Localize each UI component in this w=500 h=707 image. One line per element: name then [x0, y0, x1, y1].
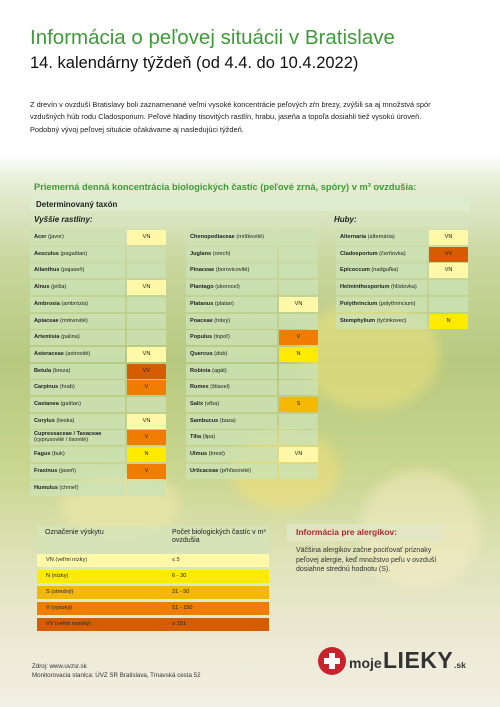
taxon-latin-name: Ulmus: [190, 451, 208, 458]
taxon-level: VN: [429, 263, 468, 278]
taxon-latin-name: Fraxinus: [34, 467, 58, 474]
taxon-row: [30, 297, 166, 312]
taxon-latin-name: Stemphylium: [340, 317, 376, 324]
taxon-common-name: (pŕhľavovité): [219, 467, 252, 474]
taxon-row: [30, 280, 166, 295]
taxon-name: [186, 330, 277, 345]
taxon-row: [186, 314, 318, 329]
taxon-latin-name: Populus: [190, 334, 213, 341]
taxon-name: [186, 447, 277, 462]
plants-header: Vyššie rastliny:: [30, 214, 320, 226]
taxon-row: [30, 481, 166, 496]
taxon-latin-name: Tilia: [190, 434, 202, 441]
taxon-level: VN: [127, 414, 166, 429]
taxon-latin-name: Plantago: [190, 284, 214, 291]
taxon-common-name: (agát): [212, 367, 227, 374]
taxon-row: [186, 297, 318, 312]
taxon-level: VN: [279, 297, 318, 312]
allergy-info-box: [287, 524, 443, 575]
taxon-latin-name: Acer: [34, 234, 47, 240]
taxon-level: [279, 464, 318, 479]
taxon-level: [279, 380, 318, 395]
taxon-latin-name: Castanea: [34, 401, 59, 407]
mojelieky-logo[interactable]: [318, 647, 478, 677]
taxon-common-name: (orech): [212, 250, 231, 257]
taxon-latin-name: Urticaceae: [190, 467, 219, 474]
taxon-level: VN: [279, 447, 318, 462]
taxon-common-name: (štiavel): [210, 384, 230, 391]
taxon-common-name: (lieska): [56, 417, 75, 424]
taxon-common-name: (hlístovka): [390, 284, 417, 291]
taxon-name: [30, 330, 125, 345]
taxon-row: [30, 430, 166, 445]
taxon-level: S: [279, 397, 318, 412]
taxon-name: [186, 430, 277, 445]
taxon-row: [30, 263, 166, 278]
legend-header: [37, 526, 269, 554]
determined-taxon-header: Determinovaný taxón: [30, 197, 469, 211]
taxon-level: VN: [429, 230, 468, 245]
taxon-common-name: (jaseň): [58, 467, 76, 474]
taxon-row: [186, 347, 318, 362]
taxon-level: [279, 364, 318, 379]
source-line: Zdroj: www.uvzsr.sk: [32, 663, 87, 670]
taxon-level: [279, 230, 318, 245]
taxon-common-name: (palina): [61, 334, 80, 341]
taxon-row: [30, 247, 166, 262]
taxon-latin-name: Quercus: [190, 350, 213, 357]
taxon-name: [30, 414, 125, 429]
taxon-row: [30, 314, 166, 329]
taxon-name: [186, 414, 277, 429]
taxon-name: [30, 247, 125, 262]
taxon-name: [186, 397, 277, 412]
taxon-latin-name: Fagus: [34, 451, 51, 458]
taxon-row: [336, 247, 468, 262]
taxon-latin-name: Poaceae: [190, 317, 213, 324]
taxon-level: V: [127, 464, 166, 479]
taxon-common-name: (brest): [208, 451, 225, 458]
taxon-common-name: (breza): [52, 367, 71, 374]
taxon-name: [186, 297, 277, 312]
taxon-latin-name: Artemisia: [34, 334, 60, 341]
taxon-level: N: [127, 447, 166, 462]
taxon-common-name: (jelša): [51, 284, 67, 291]
legend-range: 6 - 30: [172, 573, 187, 579]
taxon-level: [279, 314, 318, 329]
taxon-common-name: (chmeľ): [59, 484, 79, 491]
taxon-row: [30, 414, 166, 429]
taxon-name: [30, 447, 125, 462]
taxon-row: [30, 447, 166, 462]
taxon-level: [429, 297, 468, 312]
intro-paragraph: Z drevín v ovzduší Bratislavy boli zaznamenané veľmi vysoké koncentrácie peľových zŕn brezy, zvýšili sa aj množstvá spór vzdušných húb rodu Cladosporium. Peľové hladiny tisovitých rastlín, hrabu, jaseňa a topoľa dosiahli tiež vysokú úroveň. Podobný vývoj peľovej situácie očakávame aj nasledujúci týždeň.: [30, 100, 431, 134]
taxon-level: [279, 414, 318, 429]
taxon-row: [30, 364, 166, 379]
legend-row: [37, 554, 269, 567]
taxon-common-name: (vŕba): [204, 401, 220, 407]
taxon-common-name: (astrovité): [65, 350, 91, 357]
taxon-name: [186, 263, 277, 278]
taxon-name: [336, 314, 427, 329]
taxon-level: [429, 280, 468, 295]
taxon-common-name: (gaštan): [60, 401, 81, 407]
taxon-level: [127, 481, 166, 496]
taxon-level: VV: [429, 247, 468, 262]
taxon-name: [30, 297, 125, 312]
taxon-latin-name: Betula: [34, 367, 52, 374]
taxon-latin-name: Aesculus: [34, 250, 59, 257]
taxon-row: [186, 280, 318, 295]
taxon-common-name: (skorocel): [215, 284, 240, 291]
taxon-latin-name: Alternaria: [340, 234, 367, 240]
taxon-row: [336, 280, 468, 295]
taxon-latin-name: Epicoccum: [340, 267, 370, 274]
taxon-level: V: [127, 430, 166, 445]
taxon-name: [30, 397, 125, 412]
taxon-common-name: (trávy): [214, 317, 231, 324]
taxon-row: [336, 297, 468, 312]
taxon-name: [186, 464, 277, 479]
allergy-info-title: Informácia pre alergikov:: [287, 524, 443, 541]
legend-range: 31 - 50: [172, 589, 190, 595]
taxon-level: [127, 314, 166, 329]
taxon-common-name: (platan): [214, 300, 234, 307]
taxon-name: [30, 280, 125, 295]
taxon-name: [186, 347, 277, 362]
taxon-common-name: (topoľ): [213, 334, 230, 341]
taxon-row: [30, 464, 166, 479]
taxon-name: [30, 464, 125, 479]
legend-level-label: S (stredný): [46, 589, 74, 595]
logo-text-moje: moje: [349, 655, 382, 671]
taxon-row: [30, 330, 166, 345]
taxon-row: [186, 380, 318, 395]
taxon-level: [279, 263, 318, 278]
taxon-level: VN: [127, 230, 166, 245]
taxon-latin-name: Polythrincium: [340, 300, 378, 307]
taxon-row: [30, 397, 166, 412]
taxon-name: [30, 347, 125, 362]
taxon-name: [30, 481, 125, 496]
page-title: Informácia o peľovej situácii v Bratislave: [30, 26, 395, 49]
legend-col-label: Označenie výskytu: [45, 529, 104, 536]
taxon-level: [279, 247, 318, 262]
taxon-common-name: (alternária): [367, 234, 395, 240]
legend-level-label: V (vysoký): [46, 605, 73, 611]
taxon-latin-name: Ailanthus: [34, 267, 60, 274]
taxon-latin-name: Chenopodiaceae: [190, 234, 235, 240]
taxon-common-name: (ambrózia): [61, 300, 89, 307]
taxon-level: N: [279, 347, 318, 362]
taxon-name: [186, 364, 277, 379]
taxon-latin-name: Robinia: [190, 367, 211, 374]
legend-col-count: Počet biologických častíc v m³ ovzdušia: [172, 529, 266, 544]
legend-row: [37, 602, 269, 615]
taxon-row: [336, 230, 468, 245]
taxon-row: [186, 464, 318, 479]
logo-text-sk: .sk: [454, 660, 466, 670]
taxon-level: [127, 397, 166, 412]
taxon-common-name: (polythrincium): [378, 300, 416, 307]
taxon-row: [186, 330, 318, 345]
taxon-row: [30, 380, 166, 395]
taxon-name: [30, 263, 125, 278]
legend-level-label: VN (veľmi nízky): [46, 557, 88, 563]
taxon-latin-name: Salix: [190, 401, 204, 407]
taxon-name: [30, 380, 125, 395]
taxon-common-name: (buk): [52, 451, 65, 458]
taxon-latin-name: Juglans: [190, 250, 212, 257]
taxon-latin-name: Ambrosia: [34, 300, 60, 307]
legend-level-label: N (nízky): [46, 573, 69, 579]
legend-range: 51 - 150: [172, 605, 193, 611]
taxon-latin-name: Rumex: [190, 384, 209, 391]
taxon-name: [336, 280, 427, 295]
taxon-name: [30, 364, 125, 379]
taxon-common-name: (javor): [48, 234, 64, 240]
taxon-row: [336, 263, 468, 278]
taxon-row: [30, 347, 166, 362]
taxon-name: [336, 230, 427, 245]
concentration-panel: [28, 178, 471, 491]
taxon-name: [186, 247, 277, 262]
taxon-latin-name: Cupressaceae / Taxaceae: [34, 431, 102, 438]
taxon-latin-name: Carpinus: [34, 384, 59, 391]
taxon-latin-name: Cladosporium: [340, 250, 378, 257]
taxon-level: VV: [127, 364, 166, 379]
taxon-name: [186, 380, 277, 395]
taxon-latin-name: Helminthosporium: [340, 284, 390, 291]
taxon-row: [336, 314, 468, 329]
taxon-row: [186, 263, 318, 278]
taxon-level: VN: [127, 280, 166, 295]
taxon-name: [336, 263, 427, 278]
taxon-name: [186, 230, 277, 245]
taxon-latin-name: Humulus: [34, 484, 58, 491]
taxon-common-name: (mrlíkovité): [236, 234, 264, 240]
taxon-common-name: (cyprusovité / tisovité): [34, 437, 89, 444]
taxon-common-name: (mrkvovité): [60, 317, 88, 324]
taxon-level: [127, 330, 166, 345]
taxon-row: [186, 447, 318, 462]
taxon-latin-name: Platanus: [190, 300, 214, 307]
taxon-name: [30, 314, 125, 329]
taxon-level: [127, 263, 166, 278]
taxon-row: [186, 430, 318, 445]
taxon-name: [30, 230, 125, 245]
allergy-info-text: Väčšina alergikov začne pociťovať príznaky peľovej alergie, keď množstvo peľu v ovzduší dosiahne strednú hodnotu (S).: [296, 547, 437, 574]
taxon-level: [279, 280, 318, 295]
taxon-name: [336, 297, 427, 312]
taxon-row: [186, 414, 318, 429]
taxon-latin-name: Alnus: [34, 284, 50, 291]
taxon-latin-name: Sambucus: [190, 417, 219, 424]
taxon-level: [279, 430, 318, 445]
taxon-latin-name: Pinaceae: [190, 267, 215, 274]
taxon-level: VN: [127, 347, 166, 362]
taxon-common-name: (hrab): [59, 384, 75, 391]
page-subtitle: 14. kalendárny týždeň (od 4.4. do 10.4.2022): [30, 54, 359, 72]
taxon-latin-name: Asteraceae: [34, 350, 64, 357]
taxon-name: [186, 280, 277, 295]
taxon-level: [127, 247, 166, 262]
fungi-header: Huby:: [330, 214, 469, 226]
taxon-common-name: (borovicovité): [215, 267, 250, 274]
legend-range: ≤ 5: [172, 557, 180, 563]
legend-row: [37, 618, 269, 631]
taxon-latin-name: Apiaceae: [34, 317, 59, 324]
legend-row: [37, 570, 269, 583]
taxon-level: [127, 297, 166, 312]
panel-title: Priemerná denná koncentrácia biologických častíc (peľové zrná, spóry) v m³ ovzdušia:: [34, 182, 417, 192]
legend-range: ≥ 151: [172, 621, 186, 627]
taxon-level: N: [429, 314, 468, 329]
taxon-common-name: (pagaštan): [60, 250, 88, 257]
taxon-row: [186, 364, 318, 379]
taxon-common-name: (lipa): [202, 434, 216, 441]
station-line: Monitorovacia stanica: ÚVZ SR Bratislava, Trnavská cesta 52: [32, 672, 201, 679]
taxon-level: V: [127, 380, 166, 395]
logo-text-lieky: LIEKY: [383, 647, 454, 673]
taxon-row: [30, 230, 166, 245]
medical-cross-icon: [318, 647, 346, 675]
taxon-row: [186, 247, 318, 262]
taxon-row: [186, 230, 318, 245]
taxon-common-name: (baza): [219, 417, 236, 424]
legend-level-label: VV (veľmi vysoký): [46, 621, 91, 627]
taxon-name: [336, 247, 427, 262]
taxon-name: [186, 314, 277, 329]
taxon-common-name: (tyčinkovec): [376, 317, 407, 324]
legend-row: [37, 586, 269, 599]
taxon-level: V: [279, 330, 318, 345]
taxon-latin-name: Corylus: [34, 417, 55, 424]
taxon-name: [30, 430, 125, 445]
taxon-row: [186, 397, 318, 412]
taxon-common-name: (pajaseň): [61, 267, 85, 274]
taxon-common-name: (čerňovka): [379, 250, 406, 257]
taxon-common-name: (nadguľka): [371, 267, 399, 274]
taxon-common-name: (dub): [214, 350, 228, 357]
source-info: [32, 662, 201, 680]
